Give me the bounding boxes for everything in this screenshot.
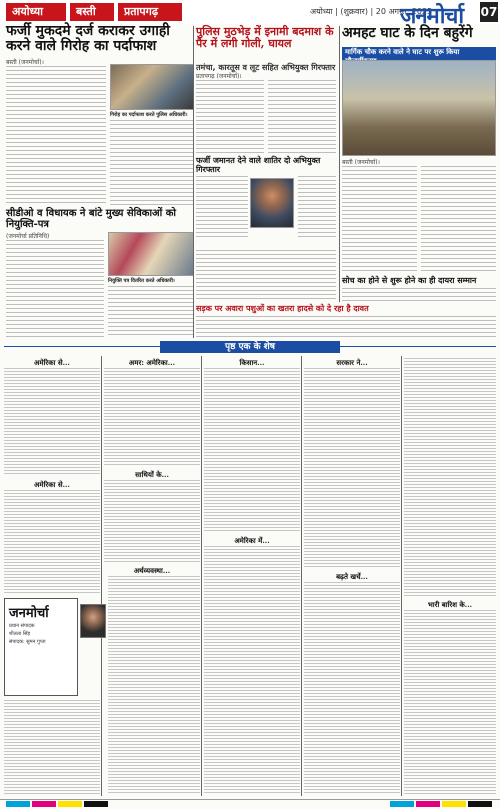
police-photo [110, 64, 194, 110]
newspaper-logo: जनमोर्चा [400, 3, 464, 29]
editorial-text [104, 480, 200, 562]
color-registration-mark [416, 801, 440, 807]
right-sub-text [342, 288, 496, 302]
ghat-photo [342, 60, 496, 156]
left-sub-byline: (जनमोर्चा प्रतिनिधि) [6, 233, 50, 240]
column-rule [339, 26, 340, 302]
color-registration-mark [84, 801, 108, 807]
footer-rule [0, 799, 500, 800]
masthead [0, 0, 500, 29]
mid-subhead: तमंचा, कारतूस व लूट सहित अभियुक्त गिरफ्तार [196, 63, 336, 72]
left-sub-text [6, 240, 104, 338]
editorial-text [404, 358, 496, 596]
road-story-text [196, 316, 496, 338]
editorial-text [304, 582, 400, 794]
right-story-text-1 [342, 166, 417, 272]
publication-credit-2: शीतला सिंह [9, 631, 31, 637]
editorial-text [108, 576, 200, 794]
page-number: 07 [480, 2, 498, 22]
editorial-text [204, 546, 300, 794]
editorial-text [404, 610, 496, 794]
mid-sub-text-2 [298, 176, 336, 240]
mid-sub-headline: फर्जी जमानत देने वाले शातिर दो अभियुक्त गिरफ्तार [196, 155, 321, 174]
editorial-text [104, 368, 200, 466]
right-sub-headline: सोच का होने से शुरू होने का ही दायरा सम्मान [342, 275, 477, 285]
right-story-text-2 [421, 166, 496, 272]
color-registration-mark [468, 801, 492, 807]
group-photo [108, 232, 194, 276]
mid-lower-text [196, 250, 336, 300]
date-line: अयोध्या | (शुक्रवार) | 20 अगस्त, 2025 [310, 7, 433, 16]
right-headline: अमहट घाट के दिन बहुरेंगे [342, 25, 473, 41]
editorial-text [4, 700, 100, 794]
publication-info-box [4, 598, 78, 696]
right-byline: बस्ती (जनमोर्चा)। [342, 159, 380, 166]
left-sub-text-2 [108, 286, 194, 338]
left-story-text-2 [110, 120, 194, 206]
left-headline: फर्जी मुकदमे दर्ज कराकर उगाही करने वाले गिरोह का पर्दाफाश [6, 23, 170, 54]
left-story-text [6, 66, 106, 206]
color-registration-mark [58, 801, 82, 807]
road-headline: सड़क पर अवारा पशुओं का खतरा हादसे को दे रहा है दावत [196, 303, 369, 313]
editorial-text [204, 368, 300, 532]
color-registration-mark [442, 801, 466, 807]
color-registration-mark [32, 801, 56, 807]
column-rule [193, 26, 194, 338]
left-byline: बस्ती (जनमोर्चा)। [6, 59, 44, 66]
group-photo-caption: नियुक्ति पत्र वितरित करते अधिकारी। [108, 278, 175, 284]
section-tag-ayodhya[interactable]: अयोध्या [6, 3, 66, 21]
mid-story-text-2 [268, 80, 336, 154]
mid-story-text-1 [196, 80, 264, 154]
editorial-title: अमर: अमेरिका... [128, 358, 176, 367]
publication-logo: जनमोर्चा [9, 606, 49, 621]
editorial-title: सरकार ने... [336, 358, 368, 367]
right-subhead: मार्गिक चौक करने वाले ने घाट पर शुरू किया [342, 47, 496, 67]
editorial-title: किसान... [239, 358, 265, 367]
left-sub-headline: सीडीओ व विधायक ने बांटे मुख्य सेविकाओं को नियुक्ति-पत्र [6, 208, 177, 230]
editorial-title: अमेरिका में... [234, 536, 270, 545]
column-rule [101, 356, 102, 796]
section-tag-basti[interactable]: बस्ती [70, 3, 114, 21]
police-photo-caption: गिरोह का पर्दाफाश करते पुलिस अधिकारी। [110, 112, 188, 118]
editorial-title: बढ़ते खर्चे... [336, 572, 368, 581]
editorial-title: अर्थव्यवस्था... [133, 566, 171, 575]
mid-headline: पुलिस मुठभेड़ में इनामी बदमाश के पैर में लगी गोली, घायल [196, 25, 334, 50]
person-photo [250, 178, 294, 228]
portrait-photo [80, 604, 106, 638]
editorial-title: भारी बारिश के... [427, 600, 473, 609]
column-rule [301, 356, 302, 796]
editorial-title: अमेरिका से... [34, 480, 70, 489]
editorial-title: अमेरिका से... [34, 358, 70, 367]
publication-credit-3: संपादक: सुमन गुप्ता [9, 639, 46, 645]
editorial-title: साथियों के... [135, 470, 169, 479]
column-rule [201, 356, 202, 796]
column-rule [401, 356, 402, 796]
color-registration-mark [6, 801, 30, 807]
section-tag-pratapgarh[interactable]: प्रतापगढ़ [118, 3, 182, 21]
editorial-text [4, 490, 100, 594]
editorial-text [304, 368, 400, 568]
publication-credit-1: प्रधान संपादक [9, 623, 35, 629]
editorial-text [4, 368, 100, 476]
continued-banner: पृष्ठ एक के शेष [160, 341, 340, 353]
mid-sub-text [196, 176, 248, 240]
color-registration-mark [390, 801, 414, 807]
mid-byline: प्रतापगढ़ (जनमोर्चा)। [196, 73, 242, 80]
